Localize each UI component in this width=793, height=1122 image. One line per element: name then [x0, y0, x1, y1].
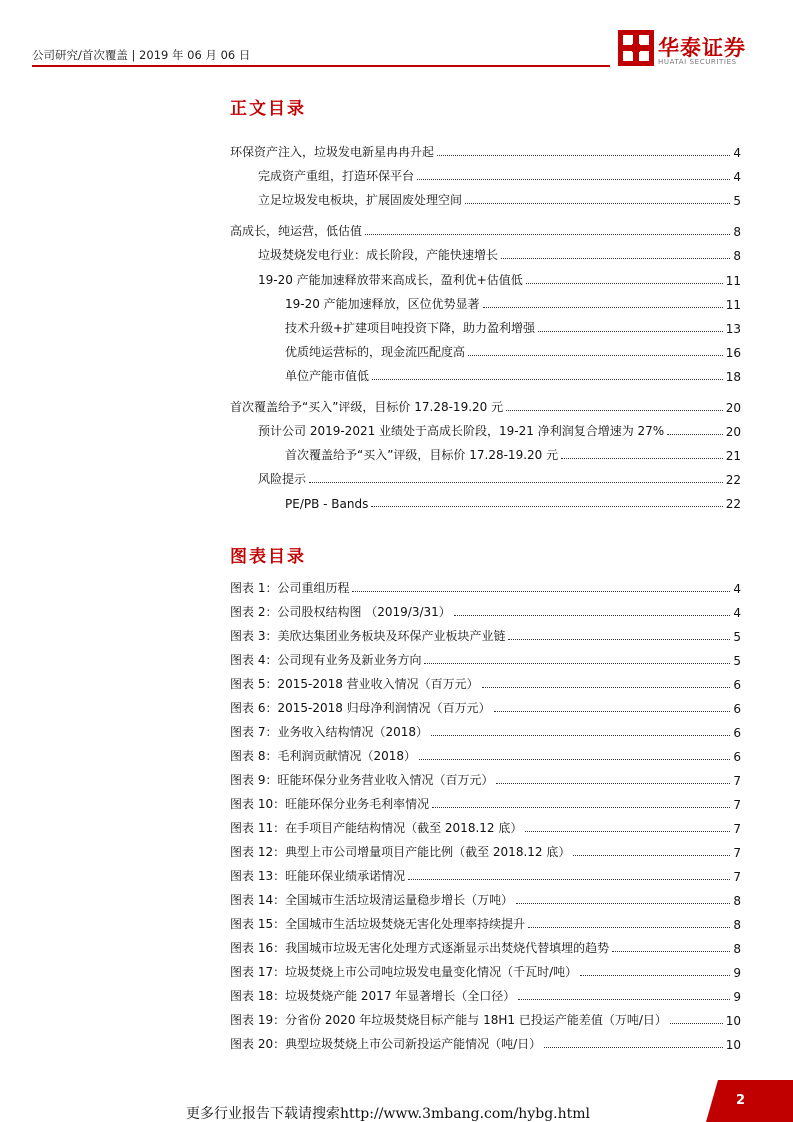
- figure-title: 公司股权结构图 （2019/3/31）: [277, 605, 451, 619]
- leader-dots: [352, 591, 730, 592]
- leader-dots: [612, 951, 730, 952]
- figure-item[interactable]: [230, 672, 741, 692]
- leader-dots: [667, 434, 723, 435]
- figure-number: 图表 17：: [230, 965, 286, 979]
- figure-page: 9: [733, 966, 741, 980]
- figure-item[interactable]: [230, 984, 741, 1004]
- leader-dots: [309, 482, 723, 483]
- toc-item-label: 风险提示: [258, 472, 307, 486]
- toc-item-page: 11: [725, 298, 741, 312]
- figure-title: 我国城市垃圾无害化处理方式逐渐显示出焚烧代替填埋的趋势: [285, 941, 610, 955]
- figure-page: 6: [733, 750, 741, 764]
- figure-title: 典型上市公司增量项目产能比例（截至 2018.12 底）: [285, 845, 571, 859]
- leader-dots: [496, 783, 730, 784]
- figure-item[interactable]: [230, 1008, 741, 1028]
- figure-title: 分省份 2020 年垃圾焚烧目标产能与 18H1 已投运产能差值（万吨/日）: [285, 1013, 667, 1027]
- figure-number: 图表 4：: [230, 653, 278, 667]
- figure-title: 美欣达集团业务板块及环保产业板块产业链: [277, 629, 506, 643]
- figure-number: 图表 13：: [230, 869, 286, 883]
- toc-item-page: 13: [725, 322, 741, 336]
- figure-number: 图表 9：: [230, 773, 278, 787]
- figure-number: 图表 14：: [230, 893, 286, 907]
- figure-page: 7: [733, 774, 741, 788]
- figure-item[interactable]: [230, 600, 741, 620]
- toc-item-label: 技术升级+扩建项目吨投资下降，助力盈利增强: [285, 321, 536, 335]
- toc-item[interactable]: [285, 491, 741, 511]
- figure-number: 图表 12：: [230, 845, 286, 859]
- toc-item-page: 16: [725, 346, 741, 360]
- toc-item-page: 18: [725, 370, 741, 384]
- leader-dots: [508, 639, 730, 640]
- figure-page: 7: [733, 870, 741, 884]
- figure-page: 8: [733, 894, 741, 908]
- leader-dots: [408, 879, 730, 880]
- figure-number: 图表 11：: [230, 821, 286, 835]
- figure-page: 9: [733, 990, 741, 1004]
- leader-dots: [573, 855, 730, 856]
- figure-item[interactable]: [230, 576, 741, 596]
- toc-item-page: 22: [725, 497, 741, 511]
- toc-item[interactable]: [230, 219, 741, 239]
- figure-title: 旺能环保分业务营业收入情况（百万元）: [277, 773, 494, 787]
- toc-item[interactable]: [258, 268, 741, 288]
- figure-number: 图表 10：: [230, 797, 286, 811]
- leader-dots: [372, 379, 723, 380]
- leader-dots: [483, 307, 723, 308]
- toc-item[interactable]: [285, 292, 741, 312]
- figures-title: 图表目录: [230, 547, 306, 567]
- figure-number: 图表 2：: [230, 605, 278, 619]
- leader-dots: [561, 458, 723, 459]
- toc-item-label: 优质纯运营标的，现金流匹配度高: [285, 345, 466, 359]
- toc-item-page: 8: [733, 225, 741, 239]
- leader-dots: [419, 759, 730, 760]
- toc-item[interactable]: [230, 395, 741, 415]
- figure-item[interactable]: [230, 888, 741, 908]
- leader-dots: [526, 283, 723, 284]
- leader-dots: [518, 999, 730, 1000]
- leader-dots: [431, 735, 730, 736]
- toc-item-page: 4: [733, 146, 741, 160]
- leader-dots: [432, 807, 730, 808]
- leader-dots: [516, 903, 730, 904]
- figure-item[interactable]: [230, 720, 741, 740]
- figure-number: 图表 3：: [230, 629, 278, 643]
- footer-download-link[interactable]: 更多行业报告下载请搜索http://www.3mbang.com/hybg.html: [186, 1106, 590, 1122]
- leader-dots: [494, 711, 731, 712]
- toc-item-label: PE/PB - Bands: [285, 497, 369, 511]
- figure-item[interactable]: [230, 696, 741, 716]
- leader-dots: [454, 615, 731, 616]
- toc-item-page: 8: [733, 249, 741, 263]
- toc-item-label: 环保资产注入，垃圾发电新星冉冉升起: [230, 145, 435, 159]
- leader-dots: [501, 258, 730, 259]
- toc-item[interactable]: [258, 467, 741, 487]
- figure-item[interactable]: [230, 816, 741, 836]
- leader-dots: [468, 355, 723, 356]
- figure-item[interactable]: [230, 1032, 741, 1052]
- toc-item-page: 5: [733, 194, 741, 208]
- leader-dots: [465, 203, 730, 204]
- toc-item[interactable]: [285, 340, 741, 360]
- figure-page: 7: [733, 822, 741, 836]
- toc-item[interactable]: [258, 188, 741, 208]
- figure-item[interactable]: [230, 768, 741, 788]
- leader-dots: [528, 927, 730, 928]
- figure-title: 旺能环保业绩承诺情况: [285, 869, 406, 883]
- figure-number: 图表 1：: [230, 581, 278, 595]
- figure-number: 图表 15：: [230, 917, 286, 931]
- figure-number: 图表 7：: [230, 725, 278, 739]
- leader-dots: [371, 506, 722, 507]
- figure-page: 5: [733, 654, 741, 668]
- figure-number: 图表 8：: [230, 749, 278, 763]
- figure-item[interactable]: [230, 864, 741, 884]
- figure-page: 6: [733, 702, 741, 716]
- figure-number: 图表 6：: [230, 701, 278, 715]
- toc-item-label: 立足垃圾发电板块，扩展固废处理空间: [258, 193, 463, 207]
- figure-page: 8: [733, 942, 741, 956]
- figure-title: 公司现有业务及新业务方向: [277, 653, 422, 667]
- leader-dots: [482, 687, 731, 688]
- figure-page: 10: [725, 1038, 741, 1052]
- leader-dots: [437, 155, 730, 156]
- toc-item-page: 21: [725, 449, 741, 463]
- toc-item-page: 20: [725, 401, 741, 415]
- figure-page: 10: [725, 1014, 741, 1028]
- toc-item[interactable]: [258, 419, 741, 439]
- figure-item[interactable]: [230, 648, 741, 668]
- figure-title: 旺能环保分业务毛利率情况: [285, 797, 430, 811]
- page-header: [32, 40, 610, 68]
- figure-title: 垃圾焚烧产能 2017 年显著增长（全口径）: [285, 989, 516, 1003]
- toc-item-label: 单位产能市值低: [285, 369, 370, 383]
- figure-number: 图表 5：: [230, 677, 278, 691]
- toc-item-label: 19-20 产能加速释放带来高成长，盈利优+估值低: [258, 273, 523, 287]
- leader-dots: [417, 179, 730, 180]
- toc-item[interactable]: [258, 243, 741, 263]
- toc-item-label: 首次覆盖给予“买入”评级，目标价 17.28-19.20 元: [230, 400, 504, 414]
- figure-number: 图表 18：: [230, 989, 286, 1003]
- leader-dots: [670, 1023, 723, 1024]
- toc-item[interactable]: [258, 164, 741, 184]
- huatai-logo-mark-icon: [618, 30, 654, 66]
- figure-title: 垃圾焚烧上市公司吨垃圾发电量变化情况（千瓦时/吨）: [285, 965, 578, 979]
- header-divider: [32, 65, 610, 67]
- page-number: 2: [736, 1093, 746, 1108]
- toc-item[interactable]: [230, 140, 741, 160]
- figure-page: 4: [733, 582, 741, 596]
- figure-item[interactable]: [230, 912, 741, 932]
- figure-title: 全国城市生活垃圾清运量稳步增长（万吨）: [285, 893, 514, 907]
- toc-item-label: 高成长，纯运营，低估值: [230, 224, 363, 238]
- toc-item-label: 完成资产重组，打造环保平台: [258, 169, 415, 183]
- leader-dots: [506, 410, 723, 411]
- figure-item[interactable]: [230, 840, 741, 860]
- leader-dots: [424, 663, 730, 664]
- leader-dots: [365, 234, 730, 235]
- toc-item[interactable]: [285, 364, 741, 384]
- toc-item-label: 预计公司 2019-2021 业绩处于高成长阶段，19-21 净利润复合增速为 27%: [258, 424, 665, 438]
- figure-item[interactable]: [230, 960, 741, 980]
- figure-page: 6: [733, 726, 741, 740]
- figure-title: 公司重组历程: [277, 581, 350, 595]
- toc-item-page: 4: [733, 170, 741, 184]
- figure-page: 8: [733, 918, 741, 932]
- toc-item-label: 垃圾焚烧发电行业：成长阶段，产能快速增长: [258, 248, 499, 262]
- figure-item[interactable]: [230, 936, 741, 956]
- figure-page: 6: [733, 678, 741, 692]
- toc-item-page: 22: [725, 473, 741, 487]
- logo-chinese-name: 华泰证券: [658, 36, 746, 60]
- huatai-logo: [618, 30, 760, 70]
- leader-dots: [580, 975, 730, 976]
- figure-title: 2015-2018 营业收入情况（百万元）: [277, 677, 479, 691]
- figure-item[interactable]: [230, 624, 741, 644]
- figure-title: 2015-2018 归母净利润情况（百万元）: [277, 701, 491, 715]
- page-number-badge-icon: [706, 1080, 793, 1122]
- figure-title: 全国城市生活垃圾焚烧无害化处理率持续提升: [285, 917, 526, 931]
- figure-page: 5: [733, 630, 741, 644]
- figure-page: 7: [733, 798, 741, 812]
- leader-dots: [538, 331, 723, 332]
- toc-item-page: 20: [725, 425, 741, 439]
- figure-title: 毛利润贡献情况（2018）: [277, 749, 416, 763]
- toc-item-page: 11: [725, 274, 741, 288]
- figure-number: 图表 16：: [230, 941, 286, 955]
- figure-page: 4: [733, 606, 741, 620]
- toc-item-label: 19-20 产能加速释放，区位优势显著: [285, 297, 480, 311]
- toc-item[interactable]: [285, 316, 741, 336]
- leader-dots: [544, 1047, 723, 1048]
- logo-english-name: HUATAI SECURITIES: [658, 58, 737, 66]
- figure-item[interactable]: [230, 792, 741, 812]
- figure-title: 在手项目产能结构情况（截至 2018.12 底）: [285, 821, 523, 835]
- leader-dots: [525, 831, 730, 832]
- toc-title: 正文目录: [230, 99, 306, 119]
- toc-item-label: 首次覆盖给予“买入”评级，目标价 17.28-19.20 元: [285, 448, 559, 462]
- toc-item[interactable]: [285, 443, 741, 463]
- figure-item[interactable]: [230, 744, 741, 764]
- figure-title: 典型垃圾焚烧上市公司新投运产能情况（吨/日）: [285, 1037, 542, 1051]
- figure-page: 7: [733, 846, 741, 860]
- figure-number: 图表 19：: [230, 1013, 286, 1027]
- header-text: 公司研究/首次覆盖 | 2019 年 06 月 06 日: [32, 48, 251, 62]
- figure-title: 业务收入结构情况（2018）: [277, 725, 428, 739]
- figure-number: 图表 20：: [230, 1037, 286, 1051]
